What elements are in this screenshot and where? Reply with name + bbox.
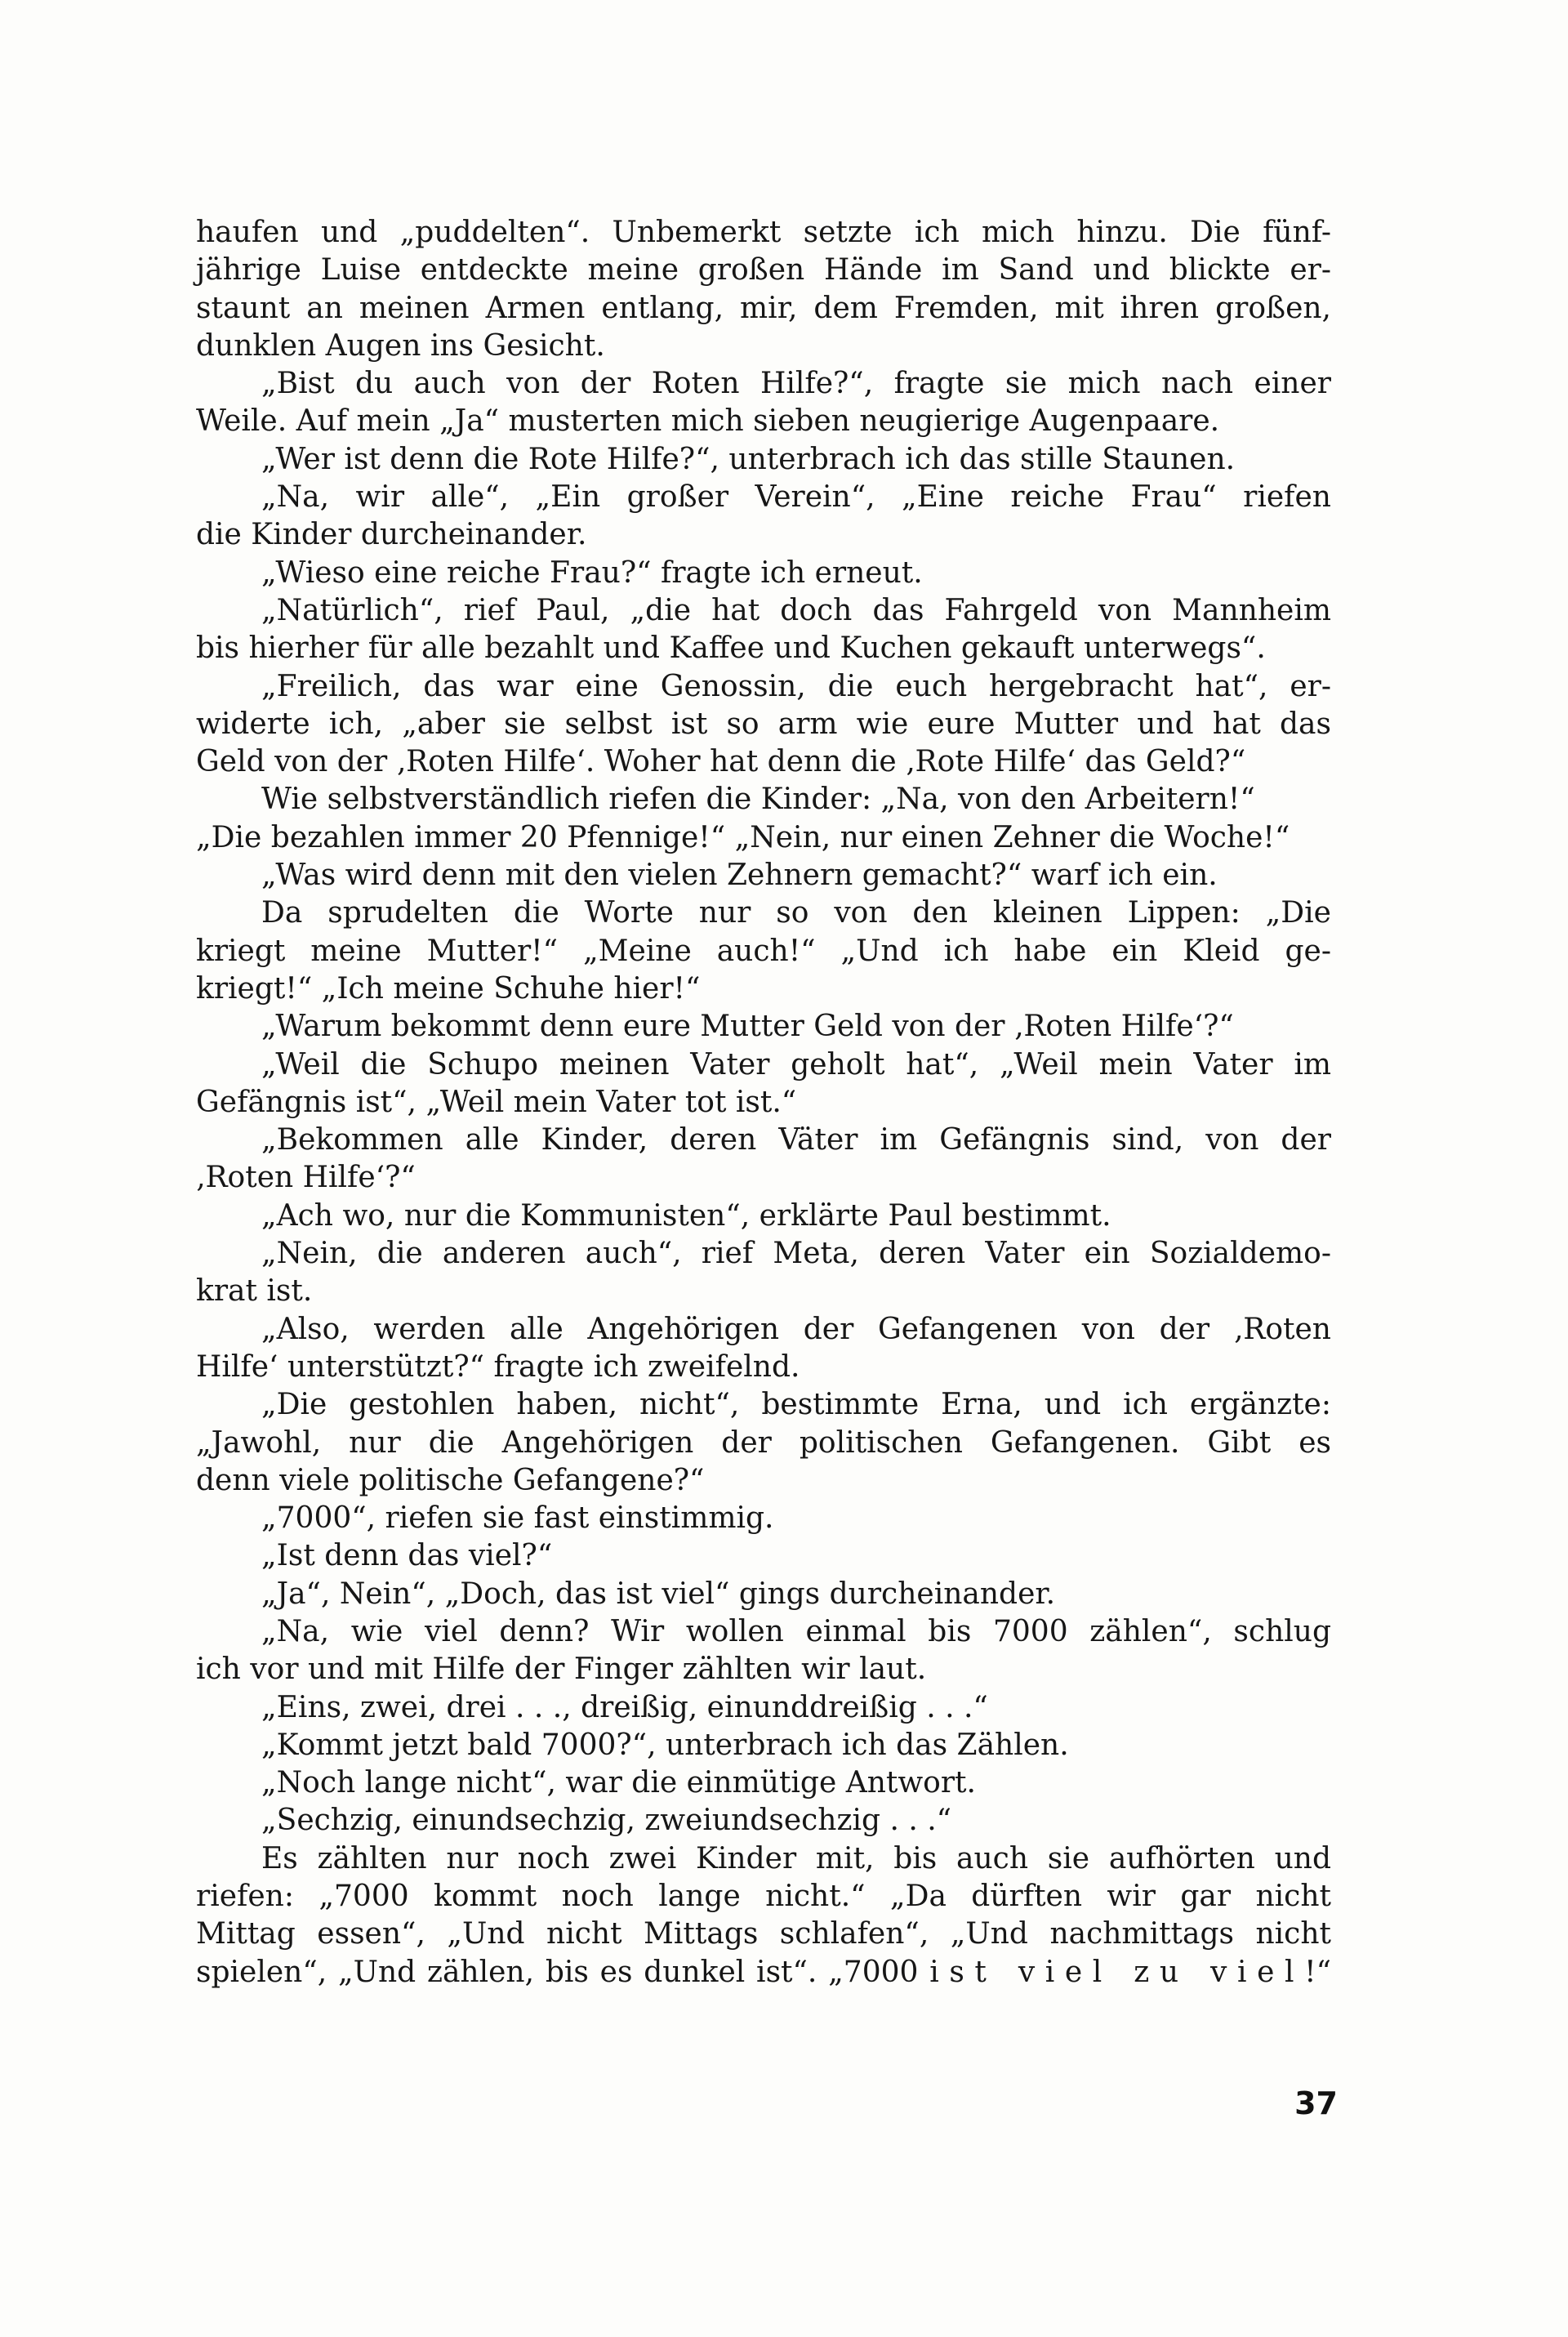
text-line: „Na, wie viel denn? Wir wollen einmal bis 7000 zählen“, schlug (261, 1614, 1331, 1648)
text-line: „Eins, zwei, drei . . ., dreißig, einunddreißig . . .“ (261, 1690, 988, 1724)
text-line: Mittag essen“, „Und nicht Mittags schlafen“, „Und nachmittags nicht (196, 1917, 1331, 1951)
text-line: „Nein, die anderen auch“, rief Meta, deren Vater ein Sozialdemo- (261, 1237, 1331, 1271)
text-line: jährige Luise entdeckte meine großen Hände im Sand und blickte er- (196, 253, 1331, 288)
text-line-final (196, 1954, 1331, 1991)
text-line: „Ist denn das viel?“ (261, 1539, 553, 1573)
text-line: „Weil die Schupo meinen Vater geholt hat“, „Weil mein Vater im (261, 1047, 1331, 1082)
text-line: widerte ich, „aber sie selbst ist so arm wie eure Mutter und hat das (196, 707, 1331, 741)
text-line: staunt an meinen Armen entlang, mir, dem Fremden, mit ihren großen, (196, 291, 1331, 325)
text-line: „Die bezahlen immer 20 Pfennige!“ „Nein, nur einen Zehner die Woche!“ (196, 820, 1290, 854)
text-line: riefen: „7000 kommt noch lange nicht.“ „Da dürften wir gar nicht (196, 1880, 1331, 1914)
text-line: „Die gestohlen haben, nicht“, bestimmte Erna, und ich ergänzte: (261, 1388, 1331, 1422)
text-line: „Warum bekommt denn eure Mutter Geld von der ‚Roten Hilfe‘?“ (261, 1010, 1234, 1044)
text-line: ich vor und mit Hilfe der Finger zählten wir laut. (196, 1652, 927, 1687)
text-line: „7000“, riefen sie fast einstimmig. (261, 1501, 774, 1536)
text-line: „Noch lange nicht“, war die einmütige Antwort. (261, 1766, 976, 1800)
text-line: ‚Roten Hilfe‘?“ (196, 1161, 416, 1195)
text-line: Geld von der ‚Roten Hilfe‘. Woher hat denn die ‚Rote Hilfe‘ das Geld?“ (196, 745, 1246, 779)
text-line: kriegt meine Mutter!“ „Meine auch!“ „Und ich habe ein Kleid ge- (196, 934, 1331, 968)
body-text (196, 214, 1331, 1991)
text-line: Da sprudelten die Worte nur so von den kleinen Lippen: „Die (261, 896, 1331, 930)
text-line: denn viele politische Gefangene?“ (196, 1463, 705, 1497)
text-line: „Freilich, das war eine Genossin, die euch hergebracht hat“, er- (261, 669, 1331, 703)
text-line: „Kommt jetzt bald 7000?“, unterbrach ich das Zählen. (261, 1728, 1069, 1762)
text-line: Weile. Auf mein „Ja“ musterten mich sieben neugierige Augenpaare. (196, 404, 1220, 439)
text-line: „Bekommen alle Kinder, deren Väter im Gefängnis sind, von der (261, 1123, 1331, 1157)
text-line: „Natürlich“, rief Paul, „die hat doch das Fahrgeld von Mannheim (261, 593, 1331, 627)
text-line: „Also, werden alle Angehörigen der Gefangenen von der ‚Roten (261, 1312, 1331, 1346)
text-line: Gefängnis ist“, „Weil mein Vater tot ist.“ (196, 1085, 797, 1119)
text-line: die Kinder durcheinander. (196, 518, 587, 552)
text-line: dunklen Augen ins Gesicht. (196, 328, 605, 363)
text-line: „Sechzig, einundsechzig, zweiundsechzig . . .“ (261, 1804, 952, 1838)
text-line: „Ja“, Nein“, „Doch, das ist viel“ gings durcheinander. (261, 1577, 1056, 1611)
text-line: „Ach wo, nur die Kommunisten“, erklärte Paul bestimmt. (261, 1198, 1111, 1233)
text-line: Wie selbstverständlich riefen die Kinder: „Na, von den Arbeitern!“ (261, 783, 1255, 817)
text-line: „Wer ist denn die Rote Hilfe?“, unterbrach ich das stille Staunen. (261, 442, 1236, 476)
text-line: „Bist du auch von der Roten Hilfe?“, fragte sie mich nach einer (261, 367, 1331, 401)
text-line: krat ist. (196, 1274, 313, 1309)
text-line: „Na, wir alle“, „Ein großer Verein“, „Eine reiche Frau“ riefen (261, 480, 1331, 515)
text-line: „Wieso eine reiche Frau?“ fragte ich erneut. (261, 555, 923, 590)
text-line: kriegt!“ „Ich meine Schuhe hier!“ (196, 971, 701, 1006)
text-line: Es zählten nur noch zwei Kinder mit, bis auch sie aufhörten und (261, 1841, 1331, 1875)
text-line: Hilfe‘ unterstützt?“ fragte ich zweifelnd. (196, 1349, 800, 1384)
text-line: haufen und „puddelten“. Unbemerkt setzte ich mich hinzu. Die fünf- (196, 216, 1331, 249)
final-line-end: !“ (1304, 1955, 1331, 1989)
text-line: bis hierher für alle bezahlt und Kaffee und Kuchen gekauft unterwegs“. (196, 631, 1266, 666)
final-line-start: spielen“, „Und zählen, bis es dunkel ist“. „7000 (196, 1955, 930, 1989)
text-line: „Was wird denn mit den vielen Zehnern gemacht?“ warf ich ein. (261, 859, 1218, 893)
page-number: 37 (1294, 2085, 1338, 2121)
text-line: „Jawohl, nur die Angehörigen der politischen Gefangenen. Gibt es (196, 1425, 1331, 1460)
emphasized-spaced-text: ist viel zu viel (929, 1955, 1305, 1989)
